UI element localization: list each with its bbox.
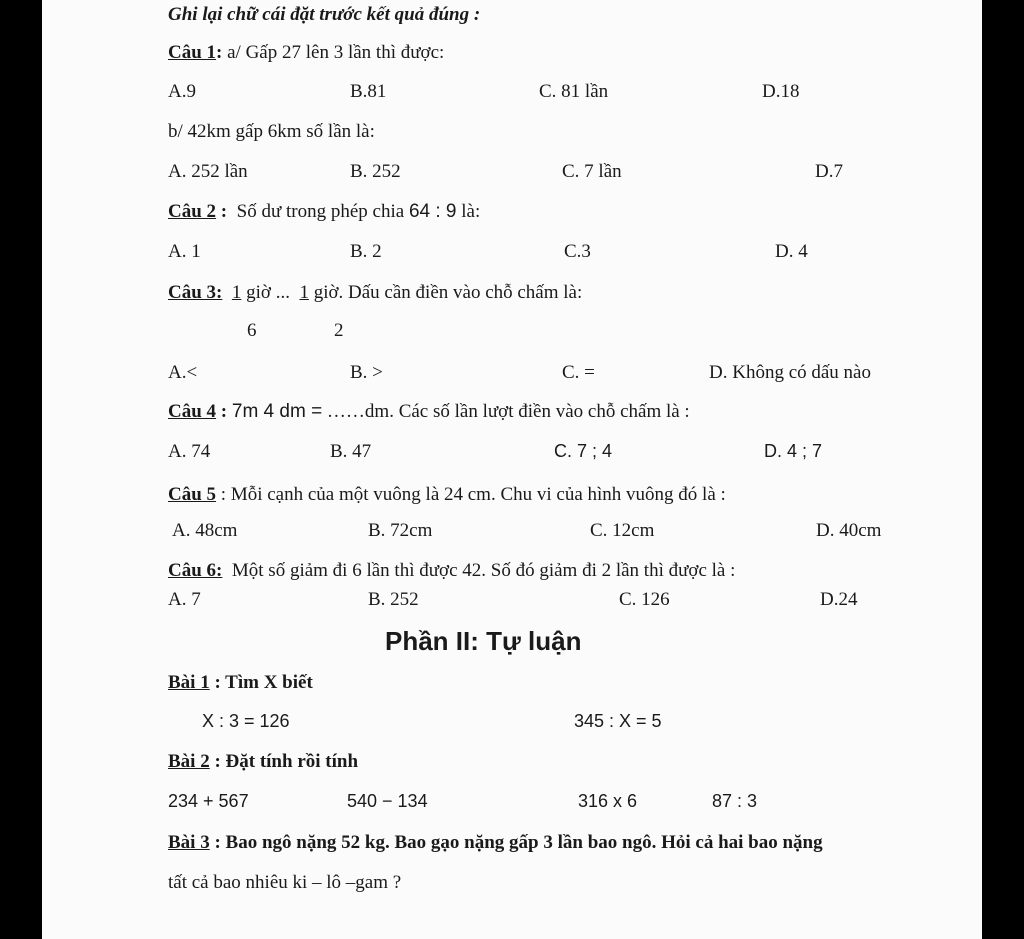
q5-option-c: C. 12cm bbox=[590, 520, 655, 541]
q6-text: Một số giảm đi 6 lần thì được 42. Số đó giảm đi 2 lần thì được là : bbox=[231, 560, 736, 581]
q5-line bbox=[168, 485, 726, 504]
q3-option-b: B. > bbox=[350, 362, 383, 383]
q2-line bbox=[168, 202, 480, 221]
q3-fraction2-denominator: 2 bbox=[334, 320, 344, 341]
q1b-option-a: A. 252 lần bbox=[168, 161, 248, 182]
q3-option-c: C. = bbox=[562, 362, 595, 383]
q3-option-d: D. Không có dấu nào bbox=[709, 362, 871, 383]
bai2-line bbox=[168, 752, 358, 771]
q4-option-c: C. 7 ; 4 bbox=[554, 441, 613, 461]
q1-a-text: a/ Gấp 27 lên 3 lần thì được: bbox=[227, 42, 445, 63]
bai1-line bbox=[168, 673, 313, 692]
q2-option-c: C.3 bbox=[564, 241, 591, 262]
q1a-option-b: B.81 bbox=[350, 81, 387, 102]
q1-label: Câu 1 bbox=[168, 42, 217, 63]
bai2-calc-1: 234 + 567 bbox=[168, 791, 249, 811]
q5-option-b: B. 72cm bbox=[368, 520, 433, 541]
q3-fraction2-numerator: 1 bbox=[299, 282, 309, 303]
q2-option-a: A. 1 bbox=[168, 241, 201, 262]
q5-text: : Mỗi cạnh của một vuông là 24 cm. Chu vi của hình vuông đó là : bbox=[220, 484, 726, 505]
q3-option-a: A.< bbox=[168, 362, 198, 383]
bai2-text: : Đặt tính rồi tính bbox=[214, 751, 359, 772]
q4-option-d: D. 4 ; 7 bbox=[764, 441, 823, 461]
worksheet-page bbox=[42, 0, 982, 939]
part2-title: Phần II: Tự luận bbox=[385, 626, 582, 656]
bai2-calc-3: 316 x 6 bbox=[578, 791, 638, 811]
q3-unit1: giờ ... bbox=[246, 282, 290, 303]
q6-option-a: A. 7 bbox=[168, 589, 201, 610]
q6-label: Câu 6: bbox=[168, 560, 223, 581]
q1-b-text: b/ 42km gấp 6km số lần là: bbox=[168, 121, 375, 142]
q2-colon: : bbox=[220, 201, 228, 222]
q4-expr: 7m 4 dm = bbox=[231, 401, 323, 422]
q5-label: Câu 5 bbox=[168, 484, 217, 505]
q6-option-d: D.24 bbox=[820, 589, 858, 610]
q1-colon: : bbox=[216, 42, 223, 63]
instruction: Ghi lại chữ cái đặt trước kết quả đúng : bbox=[168, 4, 481, 25]
q2-tail: là: bbox=[461, 201, 481, 222]
q6-line bbox=[168, 561, 735, 580]
bai1-text: : Tìm X biết bbox=[214, 672, 313, 693]
q3-label: Câu 3: bbox=[168, 282, 223, 303]
q5-option-d: D. 40cm bbox=[816, 520, 882, 541]
q3-fraction1-numerator: 1 bbox=[231, 282, 242, 303]
q2-option-b: B. 2 bbox=[350, 241, 382, 262]
q3-text: giờ. Dấu cần điền vào chỗ chấm là: bbox=[313, 282, 583, 303]
q6-option-c: C. 126 bbox=[619, 589, 670, 610]
bai2-label: Bài 2 bbox=[168, 751, 210, 772]
bai1-equation-1: X : 3 = 126 bbox=[202, 711, 290, 731]
q1b-option-c: C. 7 lần bbox=[562, 161, 622, 182]
q2-expr: 64 : 9 bbox=[408, 201, 457, 222]
q2-option-d: D. 4 bbox=[775, 241, 808, 262]
q2-text: Số dư trong phép chia bbox=[236, 201, 405, 222]
q1b-option-b: B. 252 bbox=[350, 161, 401, 182]
q4-option-a: A. 74 bbox=[168, 441, 211, 462]
q1a-option-a: A.9 bbox=[168, 81, 196, 102]
q1a-option-d: D.18 bbox=[762, 81, 800, 102]
q4-line bbox=[168, 402, 690, 421]
q1a-option-c: C. 81 lần bbox=[539, 81, 609, 102]
q4-colon: : bbox=[220, 401, 228, 422]
q1-line bbox=[168, 43, 444, 62]
bai2-calc-2: 540 − 134 bbox=[347, 791, 428, 811]
q4-label: Câu 4 bbox=[168, 401, 217, 422]
q4-option-b: B. 47 bbox=[330, 441, 372, 462]
q3-fraction1-denominator: 6 bbox=[247, 320, 257, 341]
bai2-calc-4: 87 : 3 bbox=[712, 791, 758, 811]
q1b-option-d: D.7 bbox=[815, 161, 843, 182]
q2-label: Câu 2 bbox=[168, 201, 217, 222]
q5-option-a: A. 48cm bbox=[172, 520, 238, 541]
bai3-label: Bài 3 bbox=[168, 832, 210, 853]
q4-text: ……dm. Các số lần lượt điền vào chỗ chấm là : bbox=[326, 401, 690, 422]
bai1-equation-2: 345 : X = 5 bbox=[574, 711, 662, 731]
q6-option-b: B. 252 bbox=[368, 589, 419, 610]
bai1-label: Bài 1 bbox=[168, 672, 210, 693]
bai3-line bbox=[168, 833, 823, 852]
bai3-text: : Bao ngô nặng 52 kg. Bao gạo nặng gấp 3 lần bao ngô. Hỏi cả hai bao nặng bbox=[214, 832, 823, 853]
bai3-text-line2: tất cả bao nhiêu ki – lô –gam ? bbox=[168, 872, 402, 893]
q3-line bbox=[168, 283, 582, 302]
